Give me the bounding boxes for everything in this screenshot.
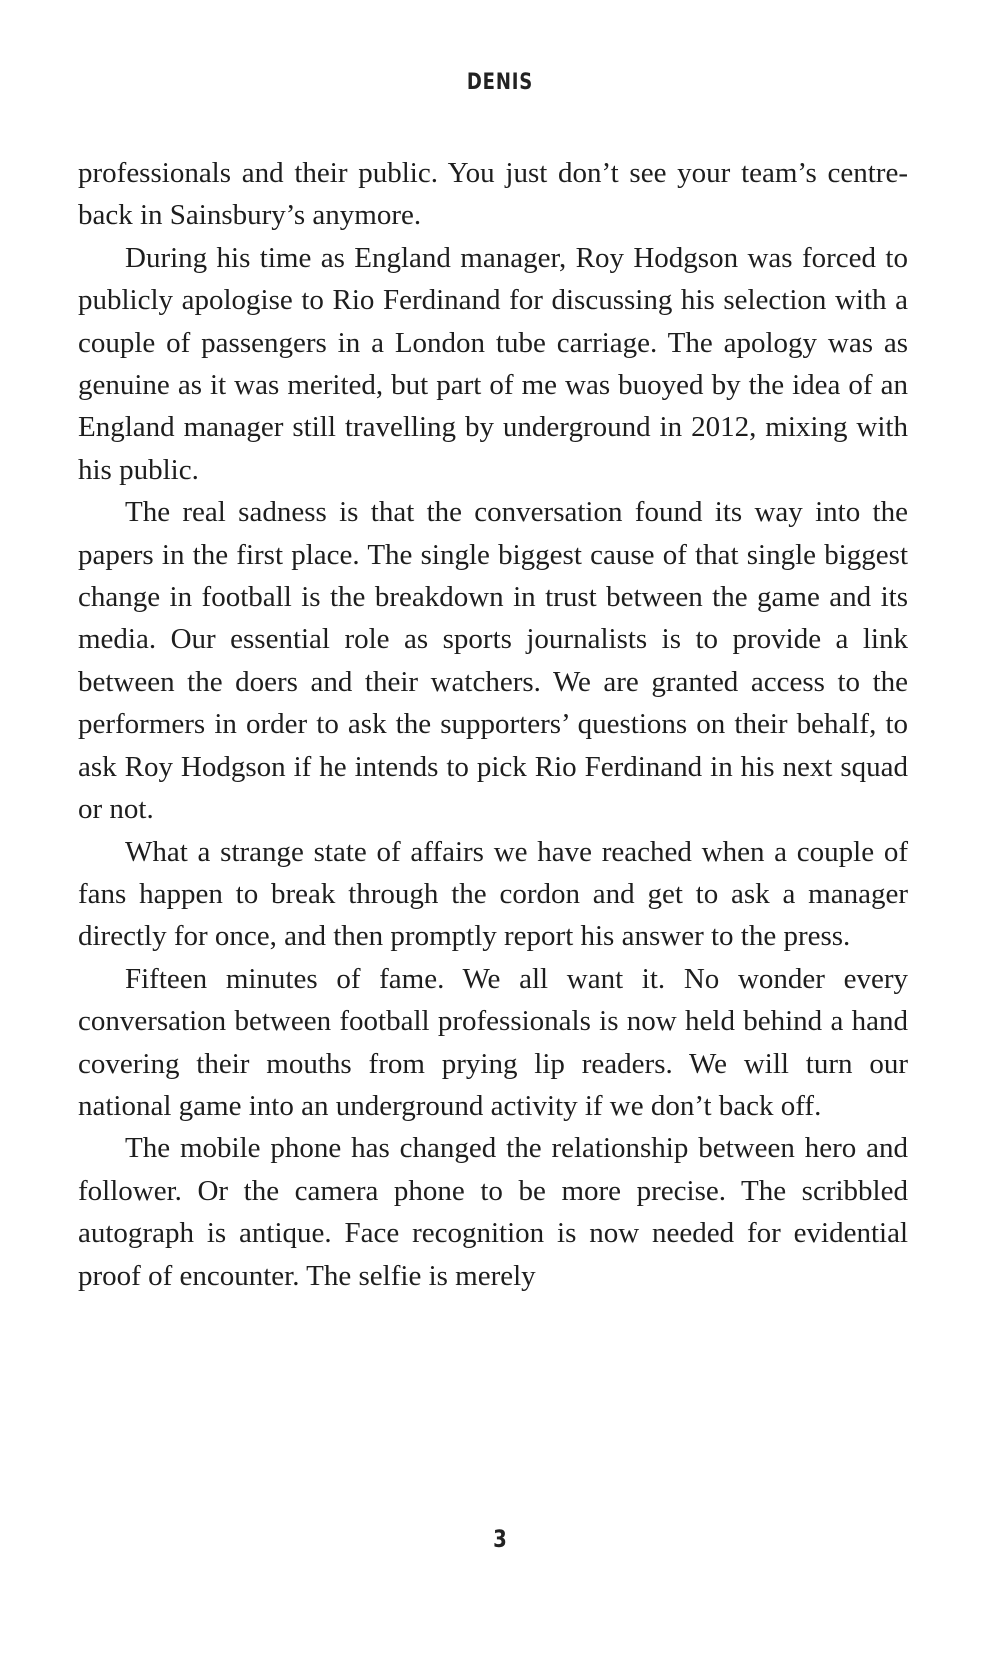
running-head: DENIS	[466, 70, 534, 95]
paragraph: Fifteen minutes of fame. We all want it. No wonder every conversation between football professionals is now held behind a hand covering their mouths from prying lip readers. We will turn our national game into an underground activity if we don’t back off.	[78, 962, 908, 1122]
paragraph: The real sadness is that the conversation found its way into the papers in the first place. The single biggest cause of that single biggest change in football is the breakdown in trust between the game and its media. Our essential role as sports journalists is to provide a link between the doers and their watchers. We are granted access to the performers in order to ask the supporters’ questions on their behalf, to ask Roy Hodgson if he intends to pick Rio Ferdinand in his next squad or not.	[78, 496, 908, 826]
paragraph: What a strange state of affairs we have reached when a couple of fans happen to break through the cordon and get to ask a manager directly for once, and then promptly report his answer to the press.	[78, 835, 908, 953]
paragraph: During his time as England manager, Roy Hodgson was forced to publicly apologise to Rio Ferdinand for discussing his selection with a couple of passengers in a London tube carriage. The apology was as genuine as it was merited, but part of me was buoyed by the idea of an England manager still travelling by underground in 2012, mixing with his public.	[78, 241, 908, 486]
page-number: 3	[493, 1525, 507, 1553]
paragraph: The mobile phone has changed the relationship between hero and follower. Or the camera phone to be more precise. The scribbled autograph is antique. Face recognition is now needed for evidential proof of encounter. The selfie is merely	[78, 1132, 908, 1292]
body-text	[78, 152, 908, 1297]
paragraph-continued: professionals and their public. You just don’t see your team’s centre-back in Sainsbury’s anymore.	[78, 157, 908, 232]
